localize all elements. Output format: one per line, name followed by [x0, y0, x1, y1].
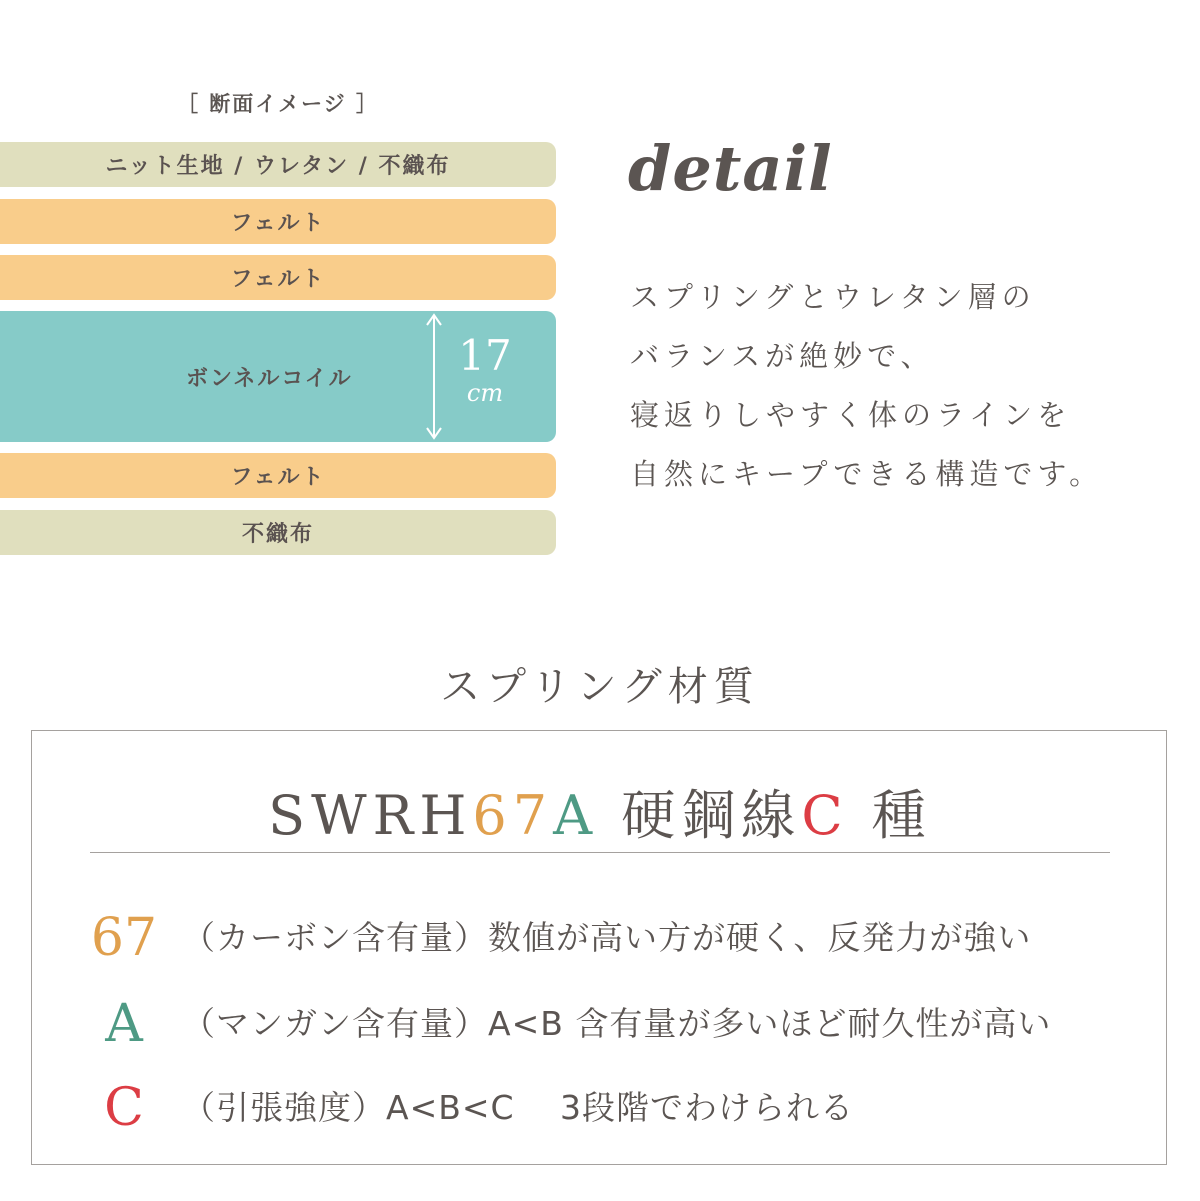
- detail-line: スプリングとウレタン層の: [630, 280, 1036, 314]
- thickness-value: 17: [458, 331, 512, 380]
- spec-box: [31, 730, 1167, 1165]
- layer-bonnell-coil: [0, 311, 556, 442]
- spec-row-code: A: [105, 994, 143, 1054]
- detail-line: 自然にキープできる構造です。: [630, 457, 1104, 491]
- layer-felt-upper-2: [0, 255, 556, 300]
- layer-label: フェルト: [230, 211, 326, 236]
- layer-label: ニット生地 / ウレタン / 不織布: [105, 154, 451, 179]
- spec-manganese: A: [553, 784, 599, 847]
- spec-divider: [90, 852, 1110, 853]
- spec-row-carbon: [32, 903, 1168, 973]
- spec-row-text: （引張強度）A<B<C 3段階でわけられる: [182, 1088, 855, 1127]
- spec-carbon: 67: [472, 784, 554, 847]
- spec-row-text: （カーボン含有量）数値が高い方が硬く、反発力が強い: [182, 918, 1032, 957]
- thickness-arrow-icon: [422, 311, 446, 442]
- cross-section-caption: ［ 断面イメージ ］: [177, 92, 379, 116]
- layer-label: 不織布: [241, 522, 314, 547]
- thickness-unit: cm: [466, 379, 504, 407]
- layer-label: フェルト: [230, 465, 326, 490]
- spring-material-heading: スプリング材質: [440, 664, 760, 710]
- spec-suffix: 種: [848, 784, 932, 847]
- spec-row-code: C: [104, 1078, 144, 1138]
- layer-nonwoven-bottom: [0, 510, 556, 555]
- spec-title: [32, 773, 1168, 850]
- layer-label: フェルト: [230, 267, 326, 292]
- layer-felt-upper-1: [0, 199, 556, 244]
- detail-description: [630, 268, 1103, 504]
- detail-title: detail: [628, 132, 833, 205]
- spec-middle: 硬鋼線: [598, 784, 802, 847]
- spec-row-manganese: [32, 989, 1168, 1059]
- layer-label: ボンネルコイル: [186, 366, 353, 391]
- spec-strength: C: [801, 784, 849, 847]
- spec-row-strength: [32, 1073, 1168, 1143]
- detail-line: バランスが絶妙で、: [630, 339, 935, 373]
- spec-row-code: 67: [90, 908, 158, 968]
- detail-line: 寝返りしやすく体のラインを: [630, 398, 1072, 432]
- layer-felt-lower: [0, 453, 556, 498]
- spec-prefix: SWRH: [268, 784, 473, 847]
- spec-row-text: （マンガン含有量）A<B 含有量が多いほど耐久性が高い: [182, 1004, 1052, 1043]
- layer-knit-urethane-nonwoven: [0, 142, 556, 187]
